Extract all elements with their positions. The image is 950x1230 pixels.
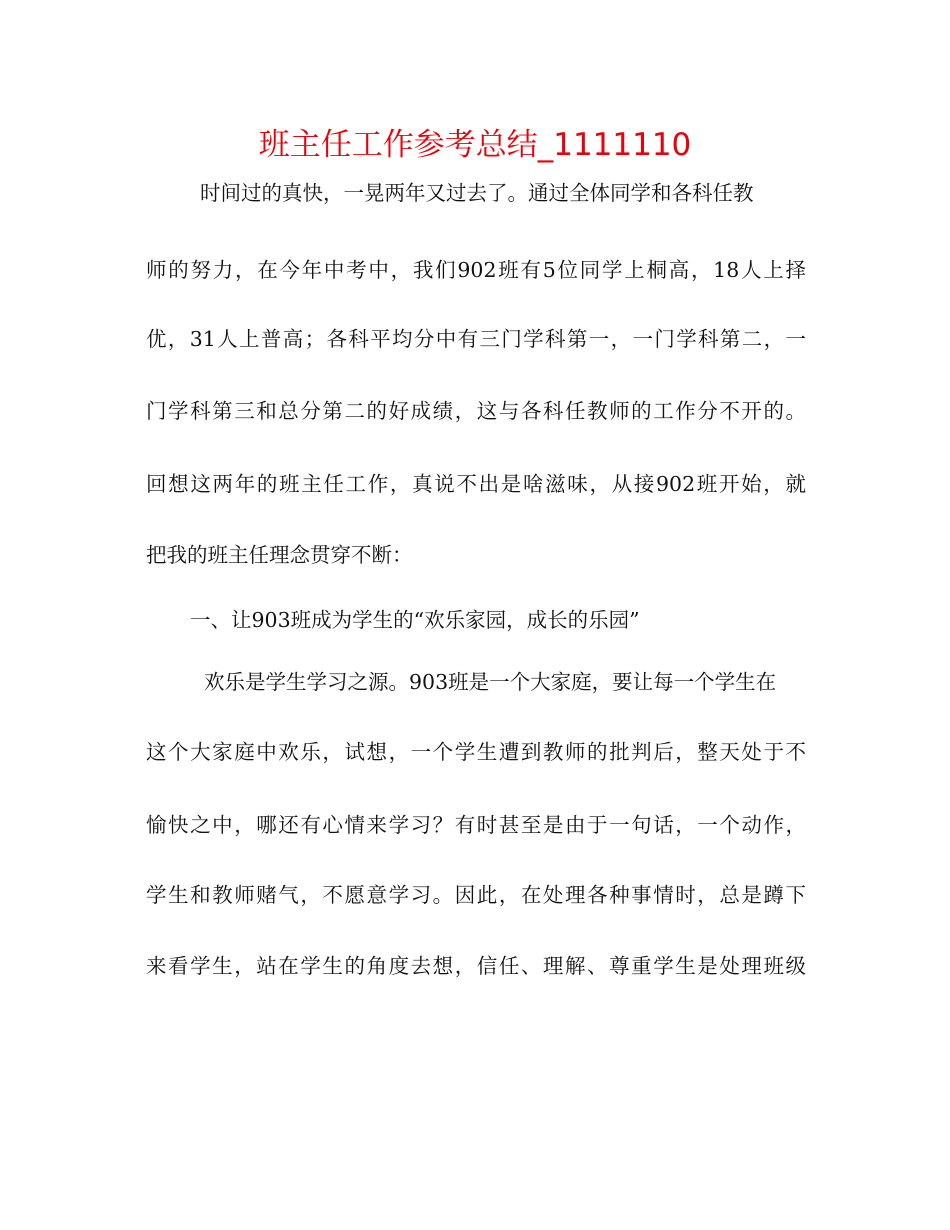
paragraph-line-6: 把我的班主任理念贯穿不断： — [146, 543, 413, 567]
paragraph-line-9: 愉快之中，哪还有心情来学习？有时甚至是由于一句话，一个动作， — [146, 813, 806, 837]
paragraph-line-3: 优，31人上普高；各科平均分中有三门学科第一，一门学科第二，一 — [146, 327, 806, 351]
section-heading-1: 一、让903班成为学生的“欢乐家园，成长的乐园” — [190, 608, 640, 632]
document-title: 班主任工作参考总结_1111110 — [258, 127, 692, 163]
paragraph-line-8: 这个大家庭中欢乐，试想，一个学生遭到教师的批判后，整天处于不 — [146, 740, 806, 764]
paragraph-line-1: 时间过的真快，一晃两年又过去了。通过全体同学和各科任教 — [200, 181, 754, 205]
paragraph-line-11: 来看学生，站在学生的角度去想，信任、理解、尊重学生是处理班级 — [146, 954, 806, 978]
paragraph-line-2: 师的努力，在今年中考中，我们902班有5位同学上桐高，18人上择 — [146, 258, 806, 282]
paragraph-line-5: 回想这两年的班主任工作，真说不出是啥滋味，从接902班开始，就 — [146, 472, 806, 496]
paragraph-line-4: 门学科第三和总分第二的好成绩，这与各科任教师的工作分不开的。 — [146, 399, 806, 423]
paragraph-line-7: 欢乐是学生学习之源。903班是一个大家庭，要让每一个学生在 — [204, 670, 777, 694]
paragraph-line-10: 学生和教师赌气，不愿意学习。因此，在处理各种事情时，总是蹲下 — [146, 883, 806, 907]
